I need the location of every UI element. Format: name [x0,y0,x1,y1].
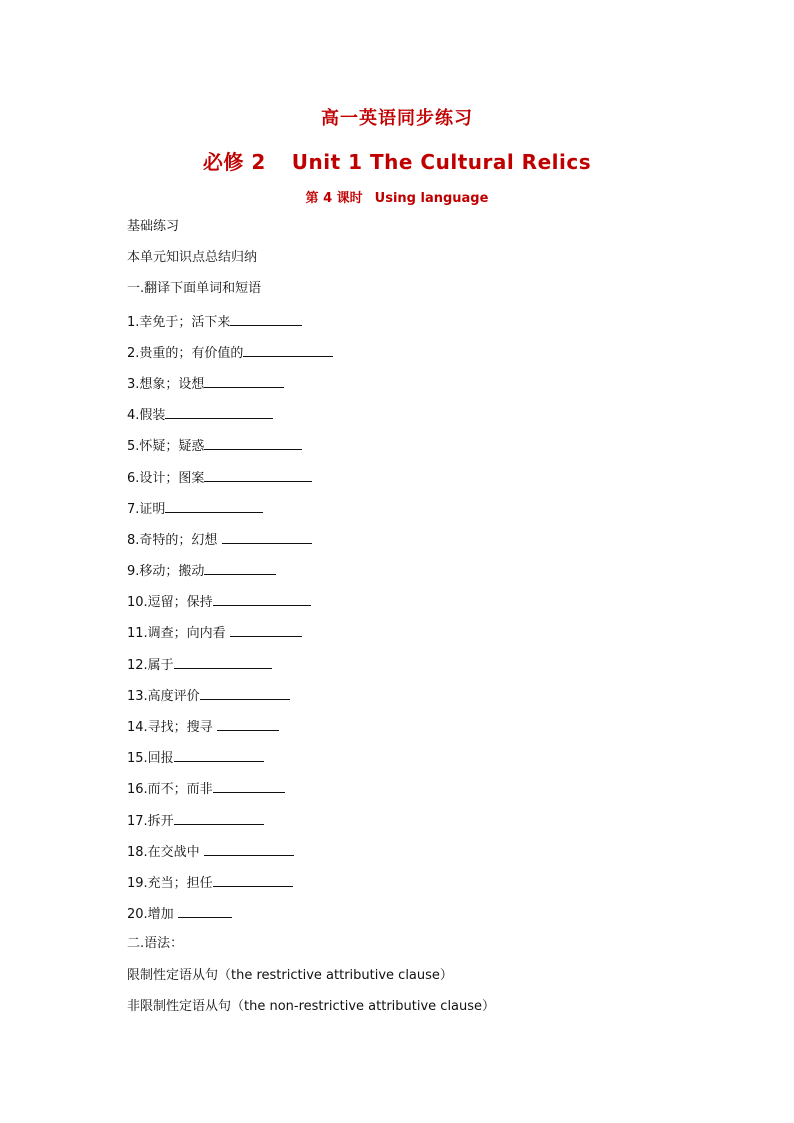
answer-blank [213,873,293,887]
vocab-item [127,312,747,343]
answer-blank [243,343,333,357]
vocab-prompt: 18.在交战中 [127,844,204,860]
answer-blank [204,842,294,856]
vocab-prompt: 14.寻找；搜寻 [127,720,217,735]
vocab-prompt: 7.证明 [127,501,166,517]
vocab-item [127,904,747,935]
vocab-item [127,811,747,842]
section-basic: 基础练习 [127,219,180,234]
vocab-prompt: 5.怀疑；疑惑 [127,439,205,455]
vocab-prompt: 17.拆开 [127,813,174,829]
answer-blank [165,499,263,513]
vocab-item [127,499,747,530]
answer-blank [222,530,312,544]
vocab-prompt: 19.充当；担任 [127,875,213,891]
vocab-item [127,405,747,436]
vocab-item [127,748,747,779]
answer-blank [204,436,302,450]
vocab-prompt: 11.调查；向内看 [127,626,230,642]
lesson-heading [0,187,794,206]
vocab-item [127,842,747,873]
document-title: 高一英语同步练习 [321,108,473,129]
answer-blank [174,811,264,825]
vocab-prompt: 8.奇特的；幻想 [127,532,222,548]
grammar-restrictive: 限制性定语从句（the restrictive attributive clause） [127,967,453,983]
vocab-prompt: 16.而不；而非 [127,782,213,798]
vocab-item [127,623,747,654]
section-part2-heading: 二.语法： [127,936,184,952]
vocab-prompt: 2.贵重的；有价值的 [127,345,244,361]
vocab-item [127,779,747,810]
vocab-prompt: 3.想象；设想 [127,376,205,392]
vocab-item [127,468,747,499]
vocab-prompt: 4.假装 [127,408,166,424]
vocab-item [127,530,747,561]
vocab-item [127,592,747,623]
answer-blank [230,623,302,637]
section-part1-heading: 一.翻译下面单词和短语 [127,281,262,297]
vocab-item [127,436,747,467]
vocab-item [127,873,747,904]
vocab-item [127,561,747,592]
lesson-topic: Using language [374,191,489,206]
vocab-item [127,374,747,405]
lesson-number: 第 4 课时 [305,191,363,206]
answer-blank [230,312,302,326]
answer-blank [174,748,264,762]
vocab-item [127,655,747,686]
answer-blank [165,405,273,419]
vocab-item [127,717,747,748]
answer-blank [213,779,285,793]
answer-blank [204,374,284,388]
vocab-prompt: 1.幸免于；活下来 [127,314,231,330]
section-summary: 本单元知识点总结归纳 [127,250,258,266]
vocab-prompt: 9.移动；搬动 [127,564,205,580]
answer-blank [204,561,276,575]
vocab-prompt: 6.设计；图案 [127,470,205,486]
worksheet-body [127,218,747,1029]
vocab-prompt: 13.高度评价 [127,688,200,704]
answer-blank [204,468,312,482]
answer-blank [213,592,311,606]
book-label: 必修 2 [202,150,266,174]
vocab-prompt: 15.回报 [127,751,174,767]
grammar-non-restrictive: 非限制性定语从句（the non-restrictive attributive clause） [127,998,496,1014]
vocab-prompt: 20.增加 [127,907,178,923]
unit-heading [0,146,794,175]
answer-blank [217,717,279,731]
vocab-prompt: 12.属于 [127,657,174,673]
vocab-item [127,343,747,374]
answer-blank [178,904,232,918]
vocab-prompt: 10.逗留；保持 [127,595,213,611]
vocab-item [127,686,747,717]
answer-blank [174,655,272,669]
answer-blank [200,686,290,700]
unit-title: Unit 1 The Cultural Relics [291,150,592,174]
